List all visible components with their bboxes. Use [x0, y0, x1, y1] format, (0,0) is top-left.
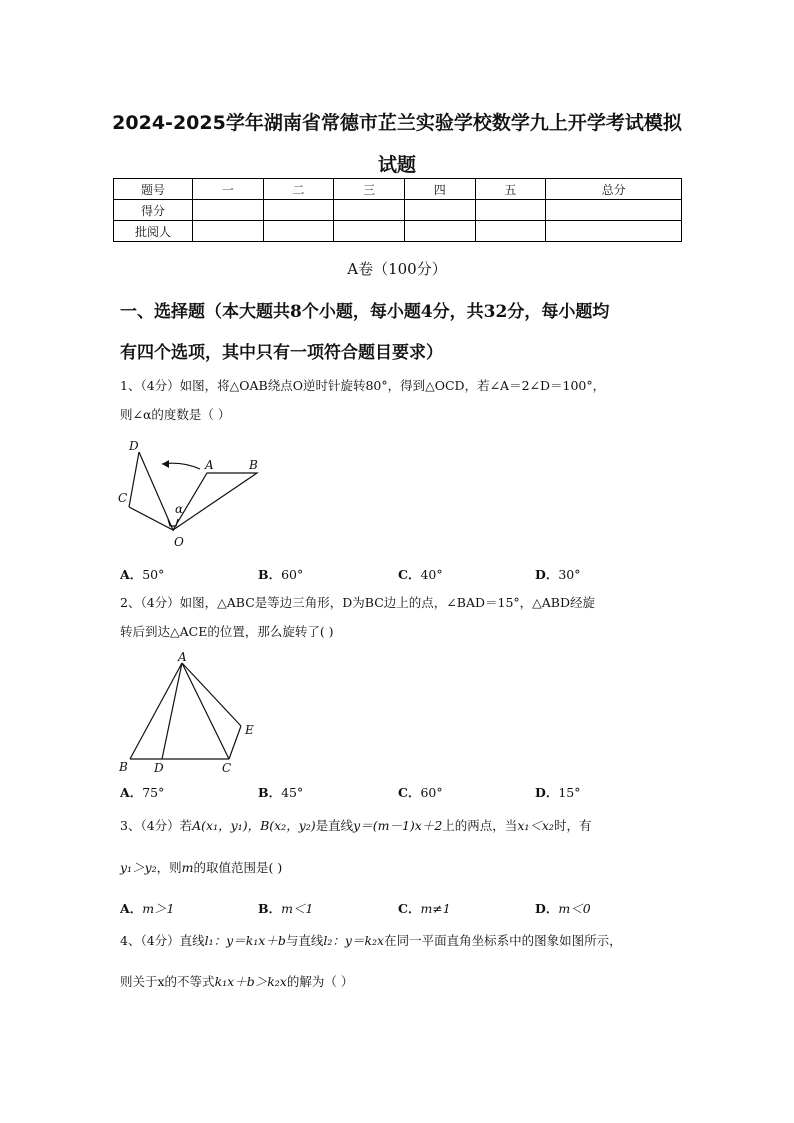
table-cell: 五 [475, 179, 546, 200]
option-c[interactable]: C．60° [398, 785, 443, 800]
question-2-text: 2、（4分）如图，△ABC是等边三角形，D为BC边上的点，∠BAD＝15°，△ABD经旋 [120, 595, 595, 610]
score-cell[interactable] [404, 221, 475, 242]
table-cell: 二 [263, 179, 334, 200]
score-cell[interactable] [475, 200, 546, 221]
option-a[interactable]: A．75° [120, 785, 165, 800]
table-cell: 题号 [114, 179, 193, 200]
score-cell[interactable] [404, 200, 475, 221]
table-cell: 总分 [546, 179, 682, 200]
math-expression: y＝(m－1)x＋2 [353, 818, 443, 833]
question-1-text: 1、（4分）如图，将△OAB绕点O逆时针旋转80°，得到△OCD，若∠A＝2∠D＝100°， [120, 378, 606, 393]
option-d[interactable]: D．30° [535, 567, 581, 582]
score-cell[interactable] [263, 221, 334, 242]
option-c[interactable]: C．40° [398, 567, 443, 582]
math-expression: y₁＞y₂ [120, 860, 157, 875]
section-heading: 一、选择题（本大题共8个小题，每小题4分，共32分，每小题均 [120, 302, 610, 322]
figure-label-a: A [178, 650, 187, 664]
question-3-text: 3、（4分）若A(x₁，y₁)，B(x₂，y₂)是直线y＝(m－1)x＋2上的两点，当x₁＜x₂时，有 [120, 818, 592, 833]
option-b[interactable]: B．45° [258, 785, 304, 800]
math-expression: x₁＜x₂ [517, 818, 554, 833]
option-d[interactable]: D．m＜0 [535, 901, 591, 916]
figure-label-c: C [118, 491, 128, 505]
question-3-text-continued: y₁＞y₂，则m的取值范围是( ) [120, 860, 283, 875]
score-table-row [114, 221, 682, 242]
figure-label-d: D [129, 439, 139, 453]
figure-label-b: B [249, 458, 258, 472]
part-a-heading: A卷（100分） [347, 260, 447, 278]
option-a[interactable]: A．50° [120, 567, 165, 582]
score-cell[interactable] [334, 200, 405, 221]
math-expression: l₂：y＝k₂x [323, 933, 385, 948]
figure-label-b: B [119, 760, 128, 774]
table-cell: 三 [334, 179, 405, 200]
section-heading-continued: 有四个选项，其中只有一项符合题目要求） [120, 343, 443, 363]
score-cell[interactable] [334, 221, 405, 242]
table-cell: 一 [193, 179, 264, 200]
question-4-text: 4、（4分）直线l₁：y＝k₁x＋b与直线l₂：y＝k₂x在同一平面直角坐标系中的图象如图所示， [120, 933, 622, 948]
math-expression: k₁x＋b＞k₂x [214, 974, 287, 989]
option-d[interactable]: D．15° [535, 785, 581, 800]
score-table-row [114, 200, 682, 221]
page-title: 2024-2025学年湖南省常德市芷兰实验学校数学九上开学考试模拟 [112, 112, 682, 134]
question-1-text-continued: 则∠α的度数是（ ） [120, 407, 231, 422]
math-expression: l₁：y＝k₁x＋b [204, 933, 286, 948]
figure-label-d: D [154, 761, 164, 775]
option-c[interactable]: C．m≠1 [398, 901, 451, 916]
question-1-figure [112, 435, 272, 553]
score-table [113, 178, 682, 242]
question-2-text-continued: 转后到达△ACE的位置，那么旋转了( ) [120, 624, 334, 639]
math-expression: m [181, 860, 194, 875]
score-cell[interactable] [546, 200, 682, 221]
question-2-figure [112, 648, 262, 776]
score-cell[interactable] [263, 200, 334, 221]
score-cell[interactable] [475, 221, 546, 242]
figure-label-a: A [205, 458, 214, 472]
score-table-header-row [114, 179, 682, 200]
score-cell[interactable] [546, 221, 682, 242]
option-a[interactable]: A．m＞1 [120, 901, 175, 916]
figure-label-e: E [245, 723, 254, 737]
figure-label-alpha: α [175, 502, 184, 516]
option-b[interactable]: B．60° [258, 567, 304, 582]
option-b[interactable]: B．m＜1 [258, 901, 314, 916]
score-cell[interactable] [193, 200, 264, 221]
question-4-text-continued: 则关于x的不等式k₁x＋b＞k₂x的解为（ ） [120, 974, 354, 989]
math-expression: A(x₁，y₁)，B(x₂，y₂) [192, 818, 316, 833]
figure-label-c: C [222, 761, 232, 775]
table-cell: 得分 [114, 200, 193, 221]
score-cell[interactable] [193, 221, 264, 242]
table-cell: 四 [404, 179, 475, 200]
page-title-continued: 试题 [377, 154, 416, 176]
table-cell: 批阅人 [114, 221, 193, 242]
figure-label-o: O [174, 535, 184, 549]
